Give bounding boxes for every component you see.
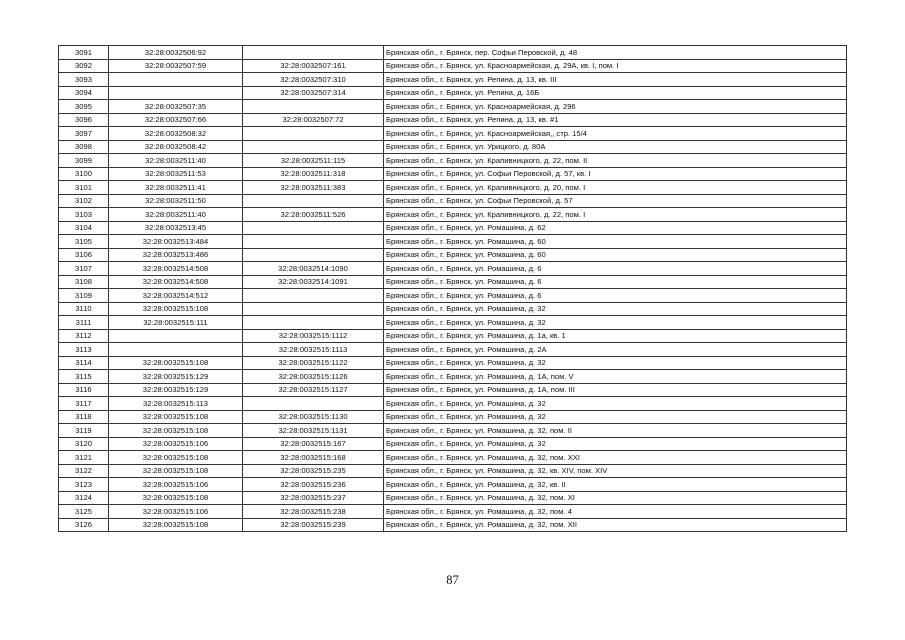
address-cell: Брянская обл., г. Брянск, ул. Ромашина, д. 32, кв. XIV, пом. XIV: [384, 464, 847, 478]
table-row: [59, 46, 847, 60]
cadastral-number-cell: 32:28:0032515:111: [109, 316, 243, 330]
object-cadastral-number-cell: 32:28:0032515:1131: [243, 424, 384, 438]
address-cell: Брянская обл., г. Брянск, ул. Ромашина, д. 32: [384, 437, 847, 451]
row-number-cell: 3091: [59, 46, 109, 60]
cadastral-number-cell: 32:28:0032515:108: [109, 464, 243, 478]
row-number-cell: 3117: [59, 397, 109, 411]
object-cadastral-number-cell: 32:28:0032515:237: [243, 491, 384, 505]
cadastral-number-cell: 32:28:0032514:512: [109, 289, 243, 303]
cadastral-number-cell: 32:28:0032511:40: [109, 208, 243, 222]
table-row: [59, 235, 847, 249]
table-row: [59, 343, 847, 357]
object-cadastral-number-cell: 32:28:0032514:1090: [243, 262, 384, 276]
cadastral-number-cell: 32:28:0032515:108: [109, 518, 243, 532]
object-cadastral-number-cell: [243, 127, 384, 141]
object-cadastral-number-cell: [243, 248, 384, 262]
table-row: [59, 464, 847, 478]
object-cadastral-number-cell: 32:28:0032515:238: [243, 505, 384, 519]
row-number-cell: 3118: [59, 410, 109, 424]
address-cell: Брянская обл., г. Брянск, ул. Ромашина, д. 32: [384, 397, 847, 411]
table-row: [59, 100, 847, 114]
address-cell: Брянская обл., г. Брянск, ул. Красноармейская,, стр. 15/4: [384, 127, 847, 141]
cadastral-number-cell: 32:28:0032506:92: [109, 46, 243, 60]
row-number-cell: 3113: [59, 343, 109, 357]
table-row: [59, 302, 847, 316]
address-cell: Брянская обл., г. Брянск, ул. Ромашина, д. 6: [384, 289, 847, 303]
address-cell: Брянская обл., г. Брянск, ул. Софьи Перовской, д. 57, кв. I: [384, 167, 847, 181]
table-row: [59, 491, 847, 505]
address-cell: Брянская обл., г. Брянск, ул. Ромашина, д. 32: [384, 410, 847, 424]
cadastral-number-cell: [109, 86, 243, 100]
row-number-cell: 3124: [59, 491, 109, 505]
table-row: [59, 262, 847, 276]
address-cell: Брянская обл., г. Брянск, ул. Ромашина, д. 62: [384, 221, 847, 235]
cadastral-number-cell: [109, 343, 243, 357]
table-row: [59, 154, 847, 168]
row-number-cell: 3106: [59, 248, 109, 262]
row-number-cell: 3094: [59, 86, 109, 100]
table-row: [59, 113, 847, 127]
cadastral-number-cell: 32:28:0032515:108: [109, 410, 243, 424]
object-cadastral-number-cell: [243, 100, 384, 114]
cadastral-number-cell: 32:28:0032515:108: [109, 451, 243, 465]
table-row: [59, 221, 847, 235]
page-number: 87: [446, 573, 459, 587]
cadastral-number-cell: 32:28:0032515:108: [109, 424, 243, 438]
address-cell: Брянская обл., г. Брянск, ул. Ромашина, д. 32: [384, 356, 847, 370]
object-cadastral-number-cell: [243, 289, 384, 303]
object-cadastral-number-cell: 32:28:0032514:1091: [243, 275, 384, 289]
table-body: [59, 46, 847, 532]
row-number-cell: 3100: [59, 167, 109, 181]
row-number-cell: 3111: [59, 316, 109, 330]
object-cadastral-number-cell: [243, 235, 384, 249]
object-cadastral-number-cell: 32:28:0032515:1126: [243, 370, 384, 384]
object-cadastral-number-cell: 32:28:0032507:161: [243, 59, 384, 73]
cadastral-number-cell: 32:28:0032508:42: [109, 140, 243, 154]
table-row: [59, 356, 847, 370]
object-cadastral-number-cell: 32:28:0032515:235: [243, 464, 384, 478]
cadastral-number-cell: [109, 329, 243, 343]
cadastral-number-cell: 32:28:0032515:108: [109, 491, 243, 505]
cadastral-number-cell: 32:28:0032515:129: [109, 370, 243, 384]
table-row: [59, 424, 847, 438]
row-number-cell: 3126: [59, 518, 109, 532]
row-number-cell: 3116: [59, 383, 109, 397]
cadastral-number-cell: [109, 73, 243, 87]
row-number-cell: 3120: [59, 437, 109, 451]
address-cell: Брянская обл., г. Брянск, ул. Ромашина, д. 60: [384, 248, 847, 262]
row-number-cell: 3097: [59, 127, 109, 141]
object-cadastral-number-cell: 32:28:0032515:1127: [243, 383, 384, 397]
table-row: [59, 451, 847, 465]
table-row: [59, 73, 847, 87]
object-cadastral-number-cell: [243, 221, 384, 235]
address-cell: Брянская обл., г. Брянск, ул. Репина, д. 13, кв. #1: [384, 113, 847, 127]
cadastral-number-cell: 32:28:0032515:106: [109, 505, 243, 519]
row-number-cell: 3105: [59, 235, 109, 249]
object-cadastral-number-cell: 32:28:0032515:239: [243, 518, 384, 532]
object-cadastral-number-cell: 32:28:0032515:1113: [243, 343, 384, 357]
row-number-cell: 3122: [59, 464, 109, 478]
address-cell: Брянская обл., г. Брянск, ул. Ромашина, д. 6: [384, 262, 847, 276]
address-cell: Брянская обл., г. Брянск, ул. Крапивницкого, д. 22, пом. II: [384, 154, 847, 168]
cadastral-number-cell: 32:28:0032513:484: [109, 235, 243, 249]
cadastral-number-cell: 32:28:0032511:41: [109, 181, 243, 195]
table-row: [59, 329, 847, 343]
object-cadastral-number-cell: [243, 194, 384, 208]
address-cell: Брянская обл., г. Брянск, пер. Софьи Перовской, д. 48: [384, 46, 847, 60]
cadastral-number-cell: 32:28:0032508:32: [109, 127, 243, 141]
table-row: [59, 505, 847, 519]
address-cell: Брянская обл., г. Брянск, ул. Софьи Перовской, д. 57: [384, 194, 847, 208]
table-row: [59, 410, 847, 424]
row-number-cell: 3121: [59, 451, 109, 465]
cadastral-number-cell: 32:28:0032515:113: [109, 397, 243, 411]
object-cadastral-number-cell: 32:28:0032515:236: [243, 478, 384, 492]
object-cadastral-number-cell: 32:28:0032515:167: [243, 437, 384, 451]
table-row: [59, 59, 847, 73]
row-number-cell: 3123: [59, 478, 109, 492]
row-number-cell: 3104: [59, 221, 109, 235]
address-cell: Брянская обл., г. Брянск, ул. Ромашина, д. 32, кв. II: [384, 478, 847, 492]
cadastral-number-cell: 32:28:0032507:66: [109, 113, 243, 127]
row-number-cell: 3102: [59, 194, 109, 208]
table-row: [59, 140, 847, 154]
row-number-cell: 3112: [59, 329, 109, 343]
table-row: [59, 167, 847, 181]
table-row: [59, 370, 847, 384]
row-number-cell: 3119: [59, 424, 109, 438]
address-cell: Брянская обл., г. Брянск, ул. Ромашина, д. 32, пом. XXI: [384, 451, 847, 465]
object-cadastral-number-cell: 32:28:0032511:115: [243, 154, 384, 168]
address-cell: Брянская обл., г. Брянск, ул. Ромашина, д. 32, пом. XI: [384, 491, 847, 505]
cadastral-number-cell: 32:28:0032514:508: [109, 275, 243, 289]
cadastral-number-cell: 32:28:0032507:35: [109, 100, 243, 114]
object-cadastral-number-cell: [243, 316, 384, 330]
row-number-cell: 3115: [59, 370, 109, 384]
row-number-cell: 3107: [59, 262, 109, 276]
address-cell: Брянская обл., г. Брянск, ул. Ромашина, д. 32, пом. XII: [384, 518, 847, 532]
address-cell: Брянская обл., г. Брянск, ул. Крапивницкого, д. 20, пом. I: [384, 181, 847, 195]
address-cell: Брянская обл., г. Брянск, ул. Репина, д. 13, кв. III: [384, 73, 847, 87]
address-cell: Брянская обл., г. Брянск, ул. Крапивницкого, д. 22, пом. I: [384, 208, 847, 222]
address-cell: Брянская обл., г. Брянск, ул. Ромашина, д. 32, пом. 4: [384, 505, 847, 519]
object-cadastral-number-cell: 32:28:0032515:168: [243, 451, 384, 465]
object-cadastral-number-cell: 32:28:0032511:383: [243, 181, 384, 195]
table-row: [59, 208, 847, 222]
table-row: [59, 518, 847, 532]
cadastral-number-cell: 32:28:0032515:108: [109, 356, 243, 370]
address-cell: Брянская обл., г. Брянск, ул. Ромашина, д. 1а, кв. 1: [384, 329, 847, 343]
object-cadastral-number-cell: 32:28:0032507:314: [243, 86, 384, 100]
object-cadastral-number-cell: [243, 140, 384, 154]
address-cell: Брянская обл., г. Брянск, ул. Красноармейская, д. 29А, кв. I, пом. I: [384, 59, 847, 73]
address-cell: Брянская обл., г. Брянск, ул. Красноармейская, д. 296: [384, 100, 847, 114]
row-number-cell: 3125: [59, 505, 109, 519]
table-row: [59, 397, 847, 411]
row-number-cell: 3109: [59, 289, 109, 303]
table-row: [59, 127, 847, 141]
object-cadastral-number-cell: 32:28:0032515:1112: [243, 329, 384, 343]
cadastral-number-cell: 32:28:0032515:129: [109, 383, 243, 397]
address-cell: Брянская обл., г. Брянск, ул. Ромашина, д. 32: [384, 316, 847, 330]
row-number-cell: 3108: [59, 275, 109, 289]
cadastral-number-cell: 32:28:0032515:106: [109, 437, 243, 451]
address-cell: Брянская обл., г. Брянск, ул. Ромашина, д. 32: [384, 302, 847, 316]
table-row: [59, 383, 847, 397]
cadastral-number-cell: 32:28:0032511:40: [109, 154, 243, 168]
table-row: [59, 478, 847, 492]
object-cadastral-number-cell: 32:28:0032511:318: [243, 167, 384, 181]
address-cell: Брянская обл., г. Брянск, ул. Ромашина, д. 6: [384, 275, 847, 289]
row-number-cell: 3098: [59, 140, 109, 154]
cadastral-number-cell: 32:28:0032511:50: [109, 194, 243, 208]
row-number-cell: 3092: [59, 59, 109, 73]
row-number-cell: 3099: [59, 154, 109, 168]
row-number-cell: 3096: [59, 113, 109, 127]
object-cadastral-number-cell: [243, 46, 384, 60]
cadastral-number-cell: 32:28:0032511:53: [109, 167, 243, 181]
object-cadastral-number-cell: [243, 302, 384, 316]
land-registry-table: [58, 45, 847, 532]
row-number-cell: 3093: [59, 73, 109, 87]
cadastral-number-cell: 32:28:0032515:106: [109, 478, 243, 492]
table-row: [59, 86, 847, 100]
cadastral-number-cell: 32:28:0032513:486: [109, 248, 243, 262]
object-cadastral-number-cell: 32:28:0032511:526: [243, 208, 384, 222]
address-cell: Брянская обл., г. Брянск, ул. Урицкого, д. 80А: [384, 140, 847, 154]
object-cadastral-number-cell: 32:28:0032507:72: [243, 113, 384, 127]
cadastral-number-cell: 32:28:0032507:59: [109, 59, 243, 73]
address-cell: Брянская обл., г. Брянск, ул. Ромашина, д. 1А, пом. V: [384, 370, 847, 384]
address-cell: Брянская обл., г. Брянск, ул. Ромашина, д. 32, пом. II: [384, 424, 847, 438]
table-row: [59, 181, 847, 195]
address-cell: Брянская обл., г. Брянск, ул. Ромашина, д. 1А, пом. III: [384, 383, 847, 397]
row-number-cell: 3114: [59, 356, 109, 370]
address-cell: Брянская обл., г. Брянск, ул. Ромашина, д. 60: [384, 235, 847, 249]
table-row: [59, 248, 847, 262]
table-row: [59, 437, 847, 451]
object-cadastral-number-cell: 32:28:0032515:1130: [243, 410, 384, 424]
address-cell: Брянская обл., г. Брянск, ул. Ромашина, д. 2А: [384, 343, 847, 357]
cadastral-number-cell: 32:28:0032514:508: [109, 262, 243, 276]
table-row: [59, 316, 847, 330]
row-number-cell: 3095: [59, 100, 109, 114]
row-number-cell: 3110: [59, 302, 109, 316]
row-number-cell: 3101: [59, 181, 109, 195]
row-number-cell: 3103: [59, 208, 109, 222]
address-cell: Брянская обл., г. Брянск, ул. Репина, д. 16Б: [384, 86, 847, 100]
object-cadastral-number-cell: 32:28:0032515:1122: [243, 356, 384, 370]
cadastral-number-cell: 32:28:0032513:45: [109, 221, 243, 235]
object-cadastral-number-cell: [243, 397, 384, 411]
cadastral-number-cell: 32:28:0032515:108: [109, 302, 243, 316]
table-row: [59, 289, 847, 303]
table-row: [59, 194, 847, 208]
object-cadastral-number-cell: 32:28:0032507:310: [243, 73, 384, 87]
table-row: [59, 275, 847, 289]
